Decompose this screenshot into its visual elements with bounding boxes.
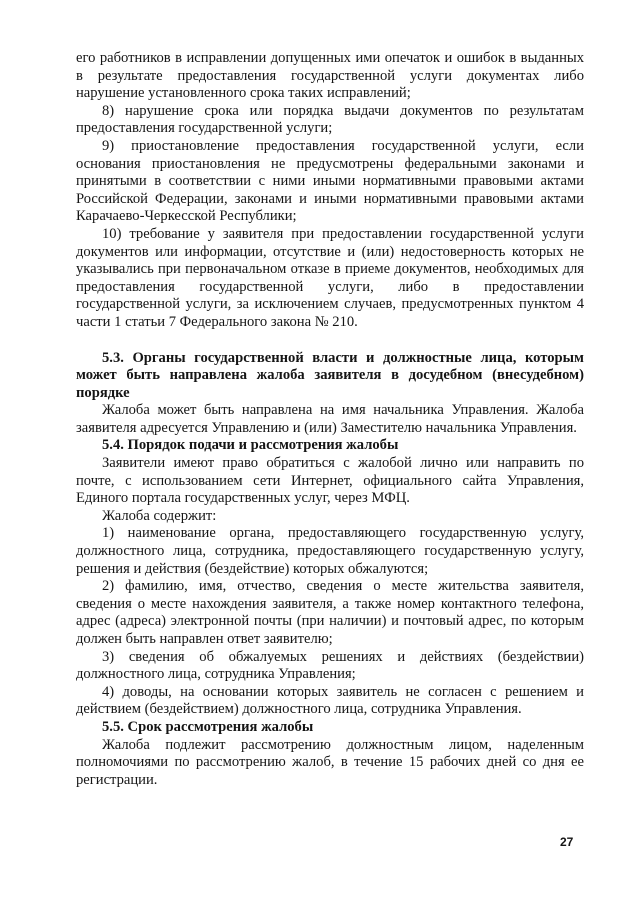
page-number: 27 — [560, 835, 574, 849]
paragraph-review-term: Жалоба подлежит рассмотрению должностным лицом, наделенным полномочиями по рассмотрению жалоб, в течение 15 рабочих дней со дня ее регистрации. — [76, 736, 584, 788]
paragraph-errors-continuation: его работников в исправлении допущенных ими опечаток и ошибок в выданных в результате предоставления государственной услуги документах либо нарушение установленного срока таких исправлений; — [76, 50, 584, 102]
paragraph-item-9: 9) приостановление предоставления государственной услуги, если основания приостановления не предусмотрены федеральными законами и принятыми в соответствии с ними иными нормативными правовыми актами Российской Федерации, законами и иными нормативными правовыми актами Карачаево-Черкесской Республики; — [76, 137, 584, 225]
document-page — [76, 50, 584, 789]
section-heading-5-5: 5.5. Срок рассмотрения жалобы — [102, 718, 314, 735]
section-heading-5-3: 5.3. Органы государственной власти и должностные лица, которым может быть направлена жалоба заявителя в досудебном (внесудебном) порядке — [76, 349, 584, 401]
section-spacer — [76, 332, 584, 350]
paragraph-complaint-contains: Жалоба содержит: — [102, 507, 217, 524]
paragraph-contains-item-3: 3) сведения об обжалуемых решениях и действиях (бездействии) должностного лица, сотрудника Управления; — [76, 648, 584, 683]
paragraph-contains-item-2: 2) фамилию, имя, отчество, сведения о месте жительства заявителя, сведения о месте нахождения заявителя, а также номер контактного телефона, адрес (адреса) электронной почты (при наличии) и почтовый адрес, по которым должен быть направлен ответ заявителю; — [76, 578, 584, 647]
paragraph-contains-item-4: 4) доводы, на основании которых заявитель не согласен с решением и действием (бездействием) должностного лица, сотрудника Управления. — [76, 683, 584, 718]
paragraph-item-8: 8) нарушение срока или порядка выдачи документов по результатам предоставления государственной услуги; — [76, 102, 584, 137]
section-heading-5-4: 5.4. Порядок подачи и рассмотрения жалобы — [102, 437, 399, 454]
paragraph-item-10: 10) требование у заявителя при предоставлении государственной услуги документов или информации, отсутствие и (или) недостоверность которых не указывались при первоначальном отказе в приеме документов, необходимых для предоставления государственной услуги, либо в предоставлении государственной услуги, за исключением случаев, предусмотренных пунктом 4 части 1 статьи 7 Федерального закона № 210. — [76, 225, 584, 330]
paragraph-complaint-addressee: Жалоба может быть направлена на имя начальника Управления. Жалоба заявителя адресуется Управлению и (или) Заместителю начальника Управления. — [76, 402, 584, 436]
paragraph-contains-item-1: 1) наименование органа, предоставляющего государственную услугу, должностного лица, сотрудника, предоставляющего государственную услугу, решения и действия (бездействие) которых обжалуются; — [76, 525, 584, 577]
paragraph-submission-methods: Заявители имеют право обратиться с жалобой лично или направить по почте, с использованием сети Интернет, официального сайта Управления, Единого портала государственных услуг, через МФЦ. — [76, 455, 584, 507]
